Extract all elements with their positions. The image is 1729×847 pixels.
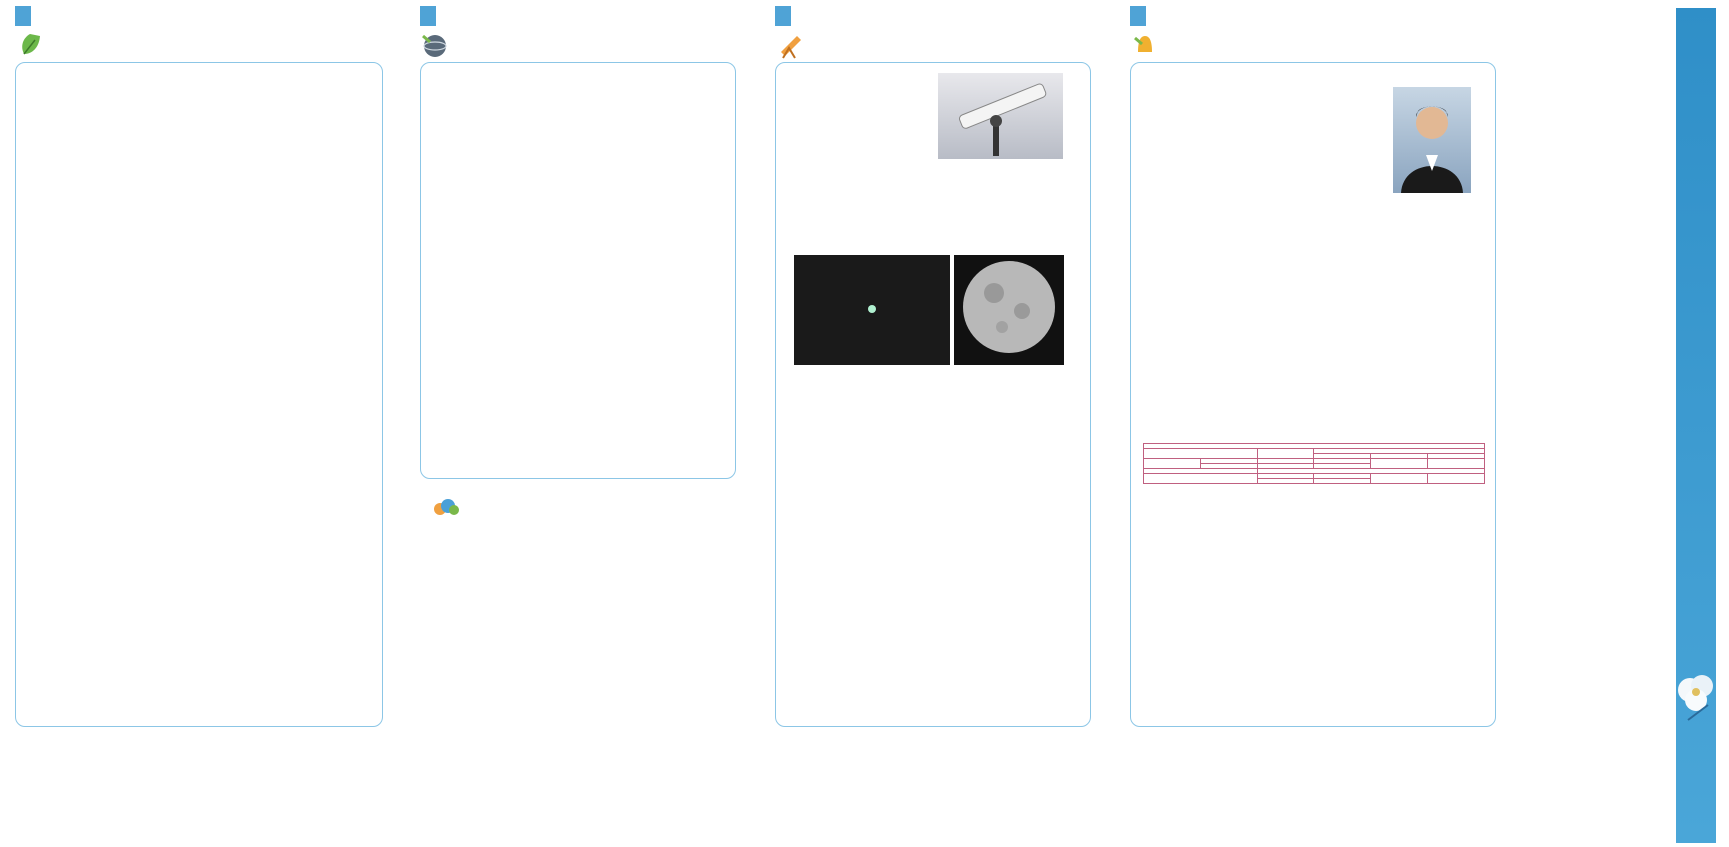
moon-photo: [954, 255, 1064, 365]
globe-icon: [420, 30, 450, 60]
pastor-photo: [1393, 87, 1471, 193]
page-title-row: [775, 30, 816, 60]
telescope-icon: [775, 30, 805, 60]
church-tag: [15, 6, 31, 26]
page-title-row: [15, 30, 56, 60]
page-news: [1130, 0, 1500, 847]
telescope-image: [938, 73, 1063, 159]
news-panel: [1130, 62, 1496, 727]
pastor-portrait: [1393, 87, 1471, 193]
bell-icon: [1130, 30, 1160, 60]
servers-table: [1143, 443, 1485, 484]
church-tag: [1130, 6, 1146, 26]
mission-title-row: [432, 497, 460, 516]
observatory-panel: [775, 62, 1091, 727]
wednesday-panel: [420, 62, 736, 479]
worship-panel: [15, 62, 383, 727]
flower-icon: [1668, 660, 1724, 730]
church-tag: [420, 6, 436, 26]
page-sunday-morning: [15, 0, 385, 847]
telescope-photo: [938, 73, 1063, 159]
dawn-sermon-row: [435, 427, 721, 447]
uranus-image: [794, 255, 950, 365]
leaf-icon: [15, 30, 45, 60]
page-title-row: [1130, 30, 1171, 60]
moon-image: [954, 255, 1064, 365]
cloud-icon: [432, 498, 460, 516]
uranus-photo: [794, 255, 950, 365]
church-tag: [775, 6, 791, 26]
page-observatory: [775, 0, 1105, 847]
page-title-row: [420, 30, 461, 60]
page-wednesday: [420, 0, 750, 847]
